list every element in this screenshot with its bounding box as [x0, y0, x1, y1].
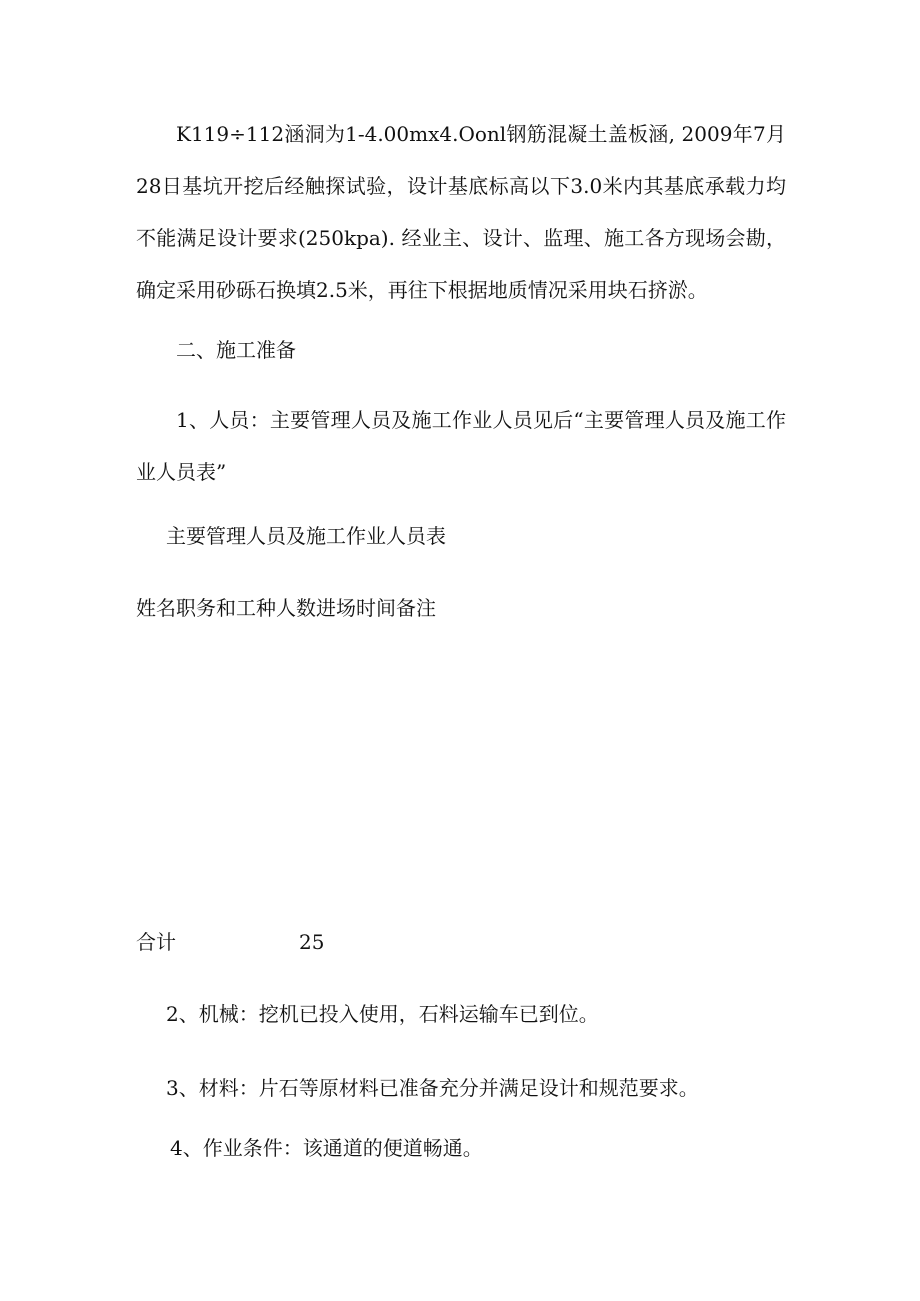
item-conditions: 4、作业条件：该通道的便道畅通。	[170, 1136, 483, 1160]
total-label: 合计	[136, 930, 176, 954]
table-header: 姓名职务和工种人数进场时间备注	[136, 596, 436, 620]
total-value: 25	[299, 930, 325, 954]
table-title: 主要管理人员及施工作业人员表	[166, 524, 446, 548]
item-materials: 3、材料：片石等原材料已准备充分并满足设计和规范要求。	[166, 1076, 699, 1100]
item-personnel: 1、人员：主要管理人员及施工作业人员见后“主要管理人员及施工作业人员表”	[136, 408, 786, 484]
item-machinery: 2、机械：挖机已投入使用，石料运输车已到位。	[166, 1002, 599, 1026]
intro-paragraph: K119÷112涵洞为1-4.00mx4.Oonl钢筋混凝土盖板涵, 2009年7月28日基坑开挖后经触探试验，设计基底标高以下3.0米内其基底承载力均不能满足设计要求(250kpa). 经业主、设计、监理、施工各方现场会勘，确定采用砂砾石换填2.5米，再往下根据地质情况采用块石挤淤。	[136, 122, 786, 302]
table-total-row	[136, 928, 325, 956]
section-heading: 二、施工准备	[176, 338, 296, 362]
